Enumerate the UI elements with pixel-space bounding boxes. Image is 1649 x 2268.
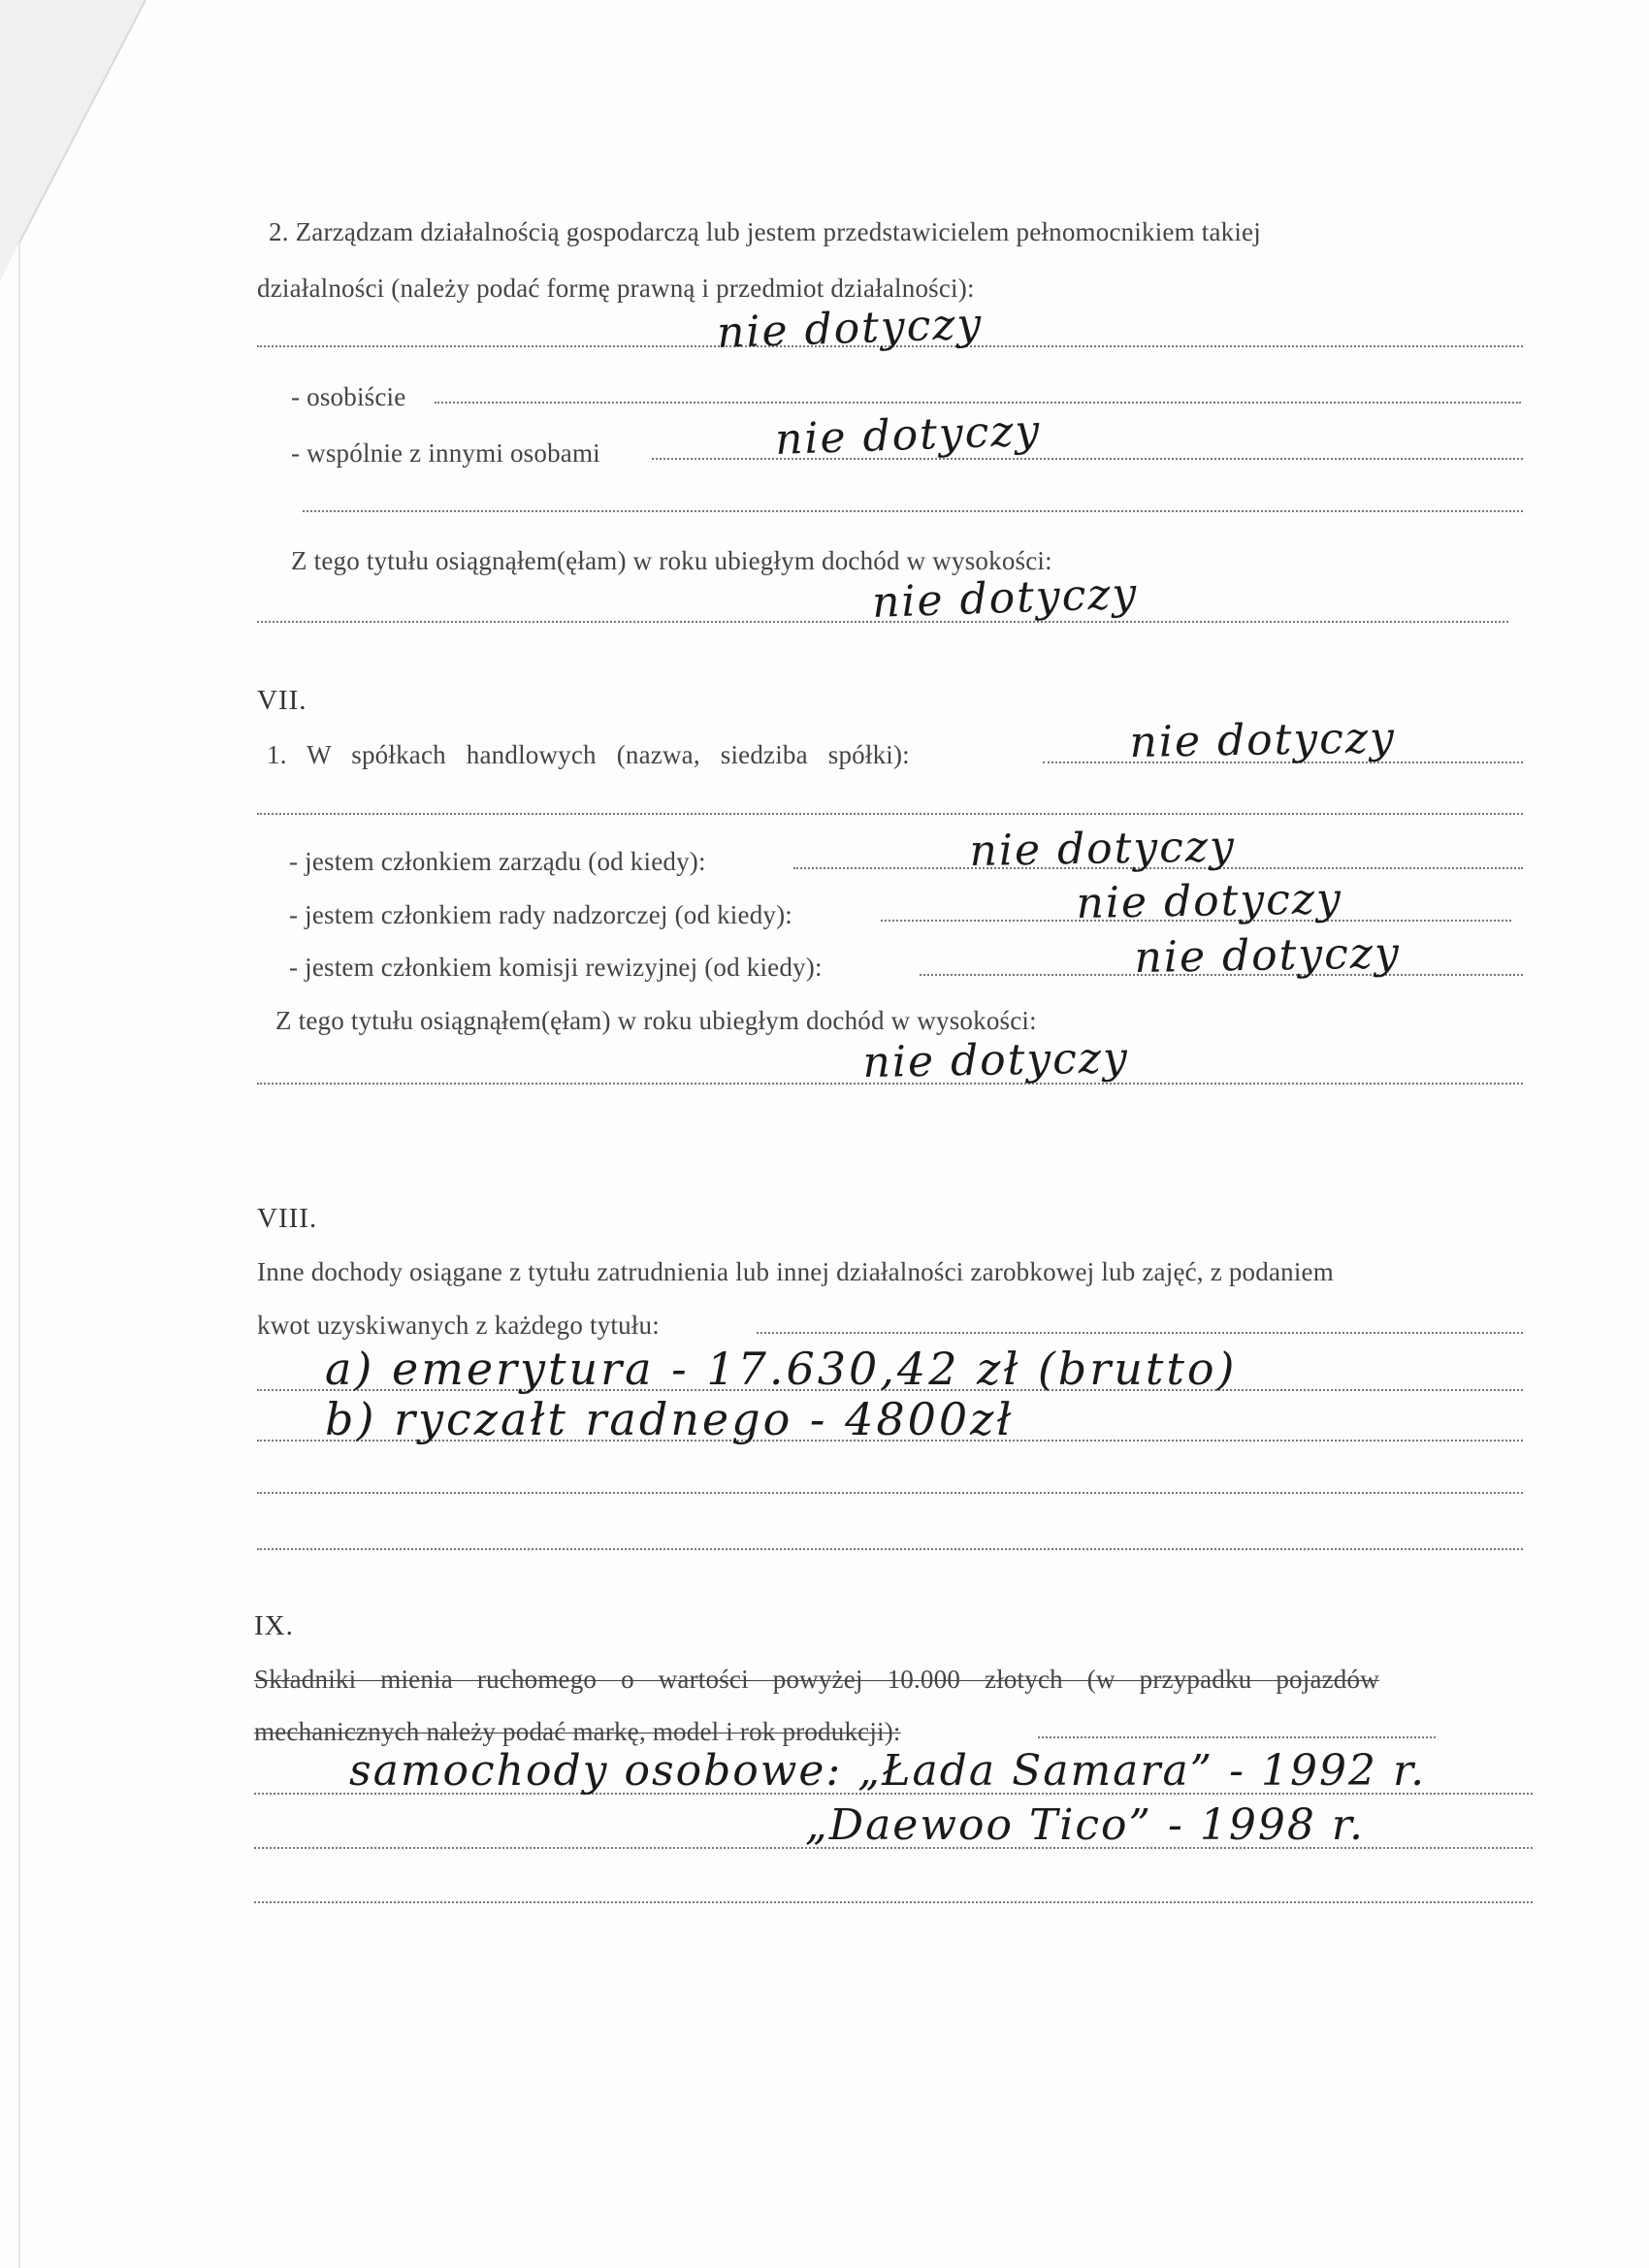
dotted-line [1038,1736,1436,1738]
handwritten-answer: nie dotyczy [1076,874,1343,928]
handwritten-income-a: a) emerytura - 17.630,42 zł (brutto) [325,1343,1238,1395]
audit-label: - jestem członkiem komisji rewizyjnej (od kiedy): [289,953,823,982]
dotted-line [435,402,1521,404]
supervisory-label: - jestem członkiem rady nadzorczej (od kiedy): [289,900,792,929]
board-label: - jestem członkiem zarządu (od kiedy): [289,847,706,876]
dotted-line [254,1901,1533,1903]
dotted-line [257,813,1523,815]
section6-intro-line2: działalności (należy podać formę prawną i przedmiot działalności): [257,274,975,303]
jointly-label: - wspólnie z innymi osobami [291,438,600,468]
section7-heading: VII. [257,685,307,716]
personally-label: - osobiście [291,382,406,411]
section7-income-label: Z tego tytułu osiągnąłem(ęłam) w roku ubiegłym dochód w wysokości: [275,1006,1037,1035]
handwritten-vehicle-1: samochody osobowe: „Łada Samara” - 1992 r. [349,1746,1427,1796]
section9-line1-text: Składniki mienia ruchomego o wartości powyżej 10.000 złotych (w przypadku pojazdów [254,1665,1379,1694]
dotted-line [257,1548,1523,1550]
section8-heading: VIII. [257,1203,318,1234]
section9-line2-text: mechanicznych należy podać markę, model i rok produkcji): [254,1717,901,1746]
section8-line2: kwot uzyskiwanych z każdego tytułu: [257,1311,660,1340]
companies-label: 1. W spółkach handlowych (nazwa, siedziba spółki): [267,740,910,769]
handwritten-answer: nie dotyczy [969,822,1237,876]
section6-income-label: Z tego tytułu osiągnąłem(ęłam) w roku ubiegłym dochód w wysokości: [291,546,1052,575]
handwritten-answer: nie dotyczy [871,568,1140,628]
handwritten-answer: nie dotyczy [1129,713,1397,767]
section8-line1: Inne dochody osiągane z tytułu zatrudnienia lub innej działalności zarobkowej lub zajęć, z podaniem [257,1257,1334,1286]
dotted-line [257,1492,1523,1494]
section9-line1 [254,1665,1379,1695]
handwritten-answer: nie dotyczy [716,299,985,358]
page-fold-shadow [0,0,155,2268]
dotted-line [757,1332,1523,1334]
handwritten-answer: nie dotyczy [774,405,1043,465]
section6-intro-line1: 2. Zarządzam działalnością gospodarczą lub jestem przedstawicielem pełnomocnikiem takiej [269,217,1261,246]
handwritten-vehicle-2: „Daewoo Tico” - 1998 r. [805,1800,1366,1850]
dotted-line [303,510,1523,512]
section9-line2 [254,1717,901,1747]
handwritten-answer: nie dotyczy [1134,928,1402,983]
handwritten-answer: nie dotyczy [862,1033,1130,1087]
handwritten-income-b: b) ryczałt radnego - 4800zł [325,1393,1015,1445]
section9-heading: IX. [254,1610,294,1641]
